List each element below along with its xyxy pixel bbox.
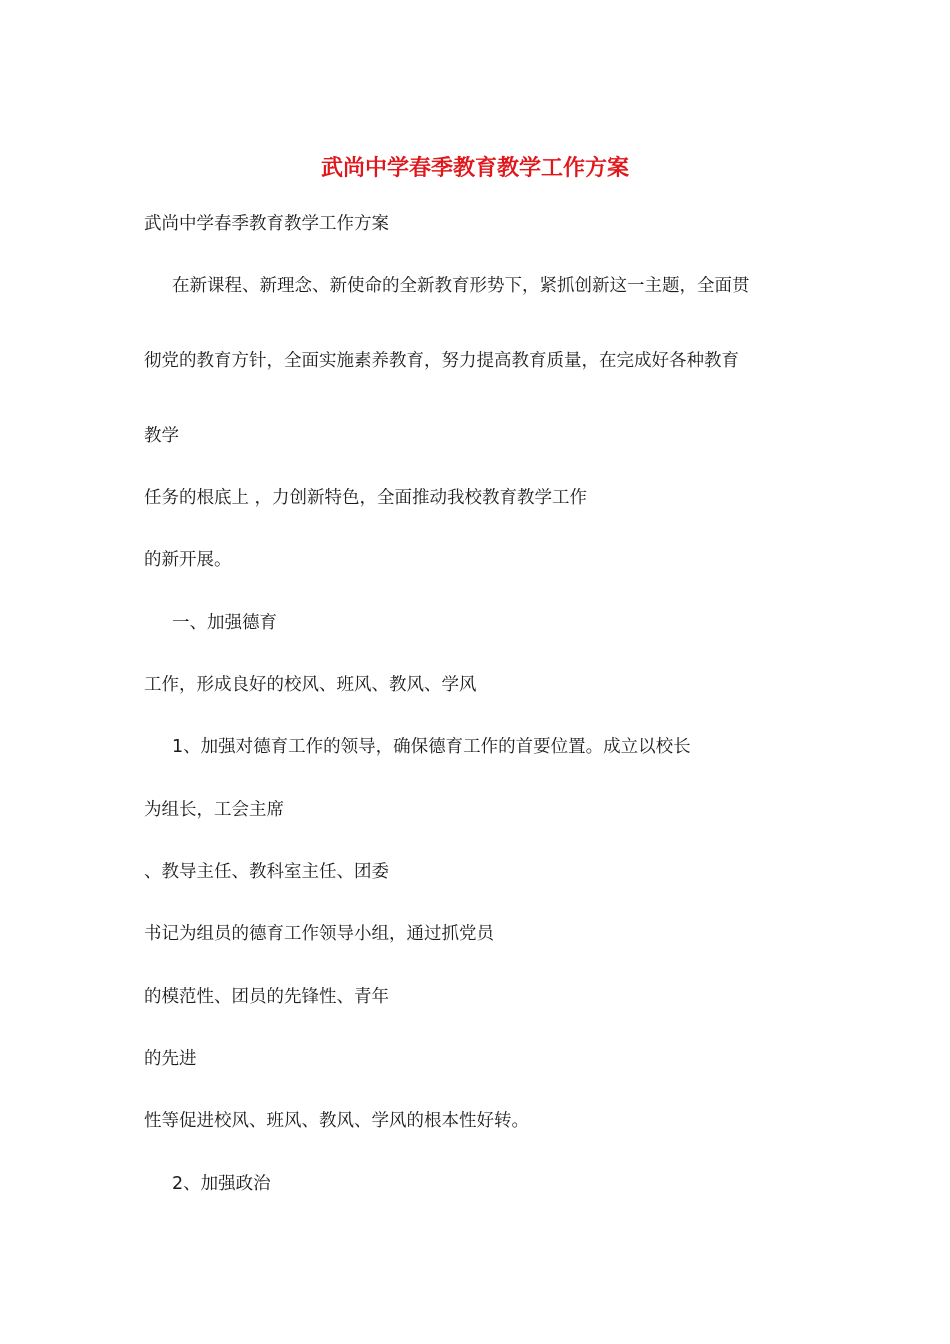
paragraph-line: 彻党的教育方针，全面实施素养教育，努力提高教育质量，在完成好各种教育 xyxy=(144,351,739,371)
paragraph-line: 性等促进校风、班风、教风、学风的根本性好转。 xyxy=(144,1111,529,1131)
paragraph-line: 教学 xyxy=(144,426,179,446)
paragraph-line: 的先进 xyxy=(144,1049,197,1069)
paragraph-line: 在新课程、新理念、新使命的全新教育形势下，紧抓创新这一主题，全面贯 xyxy=(172,276,750,296)
paragraph-line: 的模范性、团员的先锋性、青年 xyxy=(144,987,389,1007)
list-item-line: 1、加强对德育工作的领导，确保德育工作的首要位置。成立以校长 xyxy=(172,737,691,757)
section-heading: 一、加强德育 xyxy=(172,613,277,633)
paragraph-line: 的新开展。 xyxy=(144,550,232,570)
paragraph-line: 为组长，工会主席 xyxy=(144,800,284,820)
document-subtitle: 武尚中学春季教育教学工作方案 xyxy=(144,214,389,234)
paragraph-line: 任务的根底上 ，力创新特色，全面推动我校教育教学工作 xyxy=(144,488,588,508)
document-title: 武尚中学春季教育教学工作方案 xyxy=(320,155,629,181)
list-item-line: 2、加强政治 xyxy=(172,1174,271,1194)
paragraph-line: 书记为组员的德育工作领导小组，通过抓党员 xyxy=(144,924,494,944)
paragraph-line: 工作，形成良好的校风、班风、教风、学风 xyxy=(144,675,477,695)
paragraph-line: 、教导主任、教科室主任、团委 xyxy=(144,862,389,882)
